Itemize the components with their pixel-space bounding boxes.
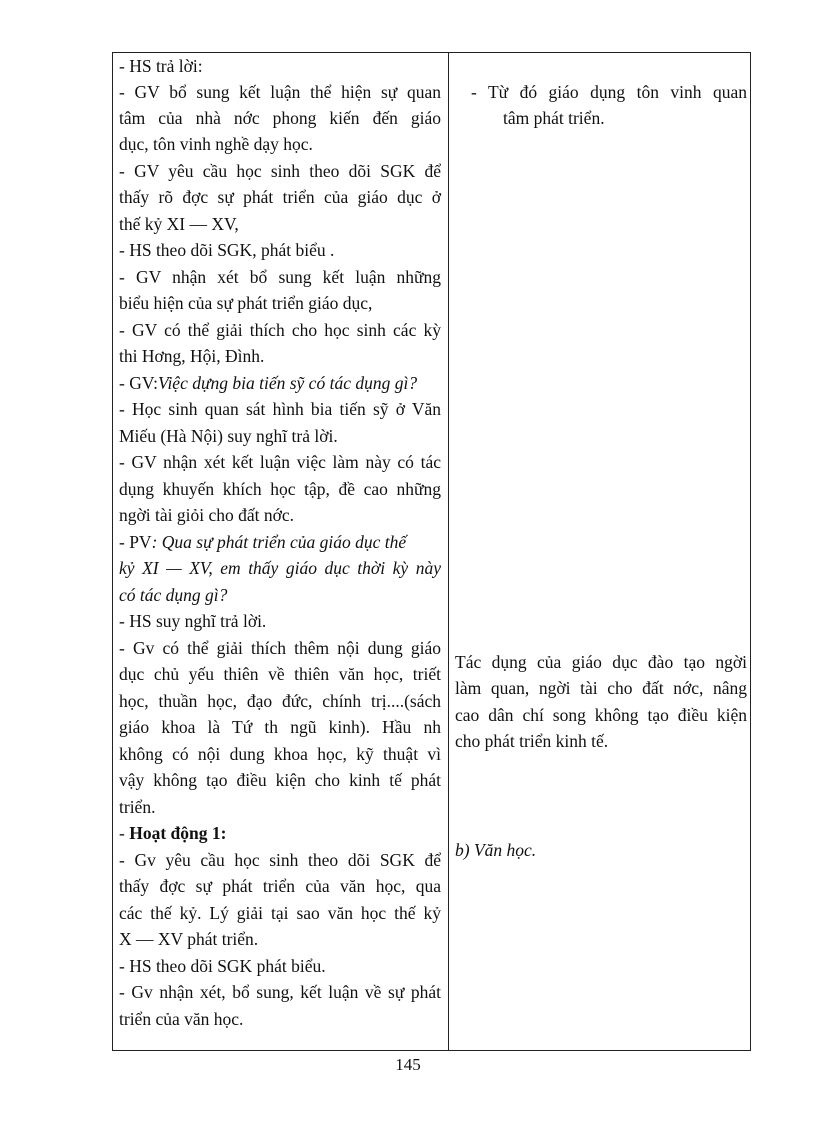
- text-line: cao dân chí song không tạo điều kiện: [455, 705, 747, 725]
- text-line-question: [119, 370, 441, 396]
- text-line: - GV yêu cầu học sinh theo dõi SGK để: [119, 161, 441, 181]
- italic-question: Việc dựng bia tiến sỹ có tác dụng gì?: [158, 373, 418, 393]
- text-line: giáo khoa là Tứ th ngũ kinh). Hầu nh: [119, 717, 441, 737]
- lesson-table: [112, 52, 751, 1051]
- text-line: Miếu (Hà Nội) suy nghĩ trả lời.: [119, 426, 338, 446]
- text-line: dụng khuyến khích học tập, đề cao những: [119, 479, 441, 499]
- text-line: X — XV phát triển.: [119, 929, 259, 949]
- activity-heading: [119, 820, 441, 846]
- text-line: - Từ đó giáo dụng tôn vinh quan: [471, 82, 747, 102]
- text-line: - HS theo dõi SGK phát biểu.: [119, 956, 326, 976]
- text-line: triển.: [119, 797, 156, 817]
- text-line: - GV có thể giải thích cho học sinh các kỳ: [119, 320, 441, 340]
- line-prefix: - PV: [119, 532, 152, 552]
- text-line: - HS suy nghĩ trả lời.: [119, 611, 267, 631]
- italic-question: : Qua sự phát triển của giáo dục thế: [151, 532, 407, 552]
- text-line: thấy rõ đợc sự phát triển của giáo dục ở: [119, 187, 441, 207]
- text-line: - GV nhận xét kết luận việc làm này có tác: [119, 452, 441, 472]
- text-line: dục chủ yếu thiên về thiên văn học, triết: [119, 664, 441, 684]
- text-line: không có nội dung khoa học, kỹ thuật vì: [119, 744, 441, 764]
- text-line: có tác dụng gì?: [119, 585, 228, 605]
- text-line: tâm phát triển.: [503, 108, 605, 128]
- text-line-question: [119, 529, 441, 555]
- line-prefix: -: [119, 823, 130, 843]
- text-line: thấy đợc sự phát triển của văn học, qua: [119, 876, 441, 896]
- text-line: - GV bổ sung kết luận thể hiện sự quan: [119, 82, 441, 102]
- text-line: - Gv nhận xét, bổ sung, kết luận về sự phát: [119, 982, 441, 1002]
- section-heading: b) Văn học.: [455, 840, 537, 860]
- text-line: - Gv có thể giải thích thêm nội dung giáo: [119, 638, 441, 658]
- text-line: ngời tài giỏi cho đất nớc.: [119, 505, 294, 525]
- activity-title: Hoạt động 1:: [129, 823, 227, 843]
- text-line: vậy không tạo điều kiện cho kinh tế phát: [119, 770, 441, 790]
- column-divider: [448, 53, 449, 1050]
- text-line: - HS trả lời:: [119, 56, 203, 76]
- text-line: - Gv yêu cầu học sinh theo dõi SGK để: [119, 850, 441, 870]
- text-line: - Học sinh quan sát hình bia tiến sỹ ở Văn: [119, 399, 441, 419]
- text-line: các thế kỷ. Lý giải tại sao văn học thế kỷ: [119, 903, 441, 923]
- page-number: 145: [395, 1055, 421, 1074]
- text-line: biểu hiện của sự phát triển giáo dục,: [119, 293, 373, 313]
- text-line: thi Hơng, Hội, Đình.: [119, 346, 265, 366]
- text-line: kỷ XI — XV, em thấy giáo dục thời kỳ này: [119, 558, 441, 578]
- text-line: - HS theo dõi SGK, phát biểu .: [119, 240, 335, 260]
- text-line: cho phát triển kinh tế.: [455, 731, 609, 751]
- text-line: tâm của nhà nớc phong kiến đến giáo: [119, 108, 441, 128]
- text-line: thế kỷ XI — XV,: [119, 214, 239, 234]
- text-line: làm quan, ngời tài cho đất nớc, nâng: [455, 678, 747, 698]
- text-line: triển của văn học.: [119, 1009, 244, 1029]
- text-line: học, thuần học, đạo đức, chính trị....(sách: [119, 691, 441, 711]
- text-line: dục, tôn vinh nghề dạy học.: [119, 134, 313, 154]
- line-prefix: - GV:: [119, 373, 159, 393]
- text-line: Tác dụng của giáo dục đào tạo ngời: [455, 652, 747, 672]
- text-line: - GV nhận xét bổ sung kết luận những: [119, 267, 441, 287]
